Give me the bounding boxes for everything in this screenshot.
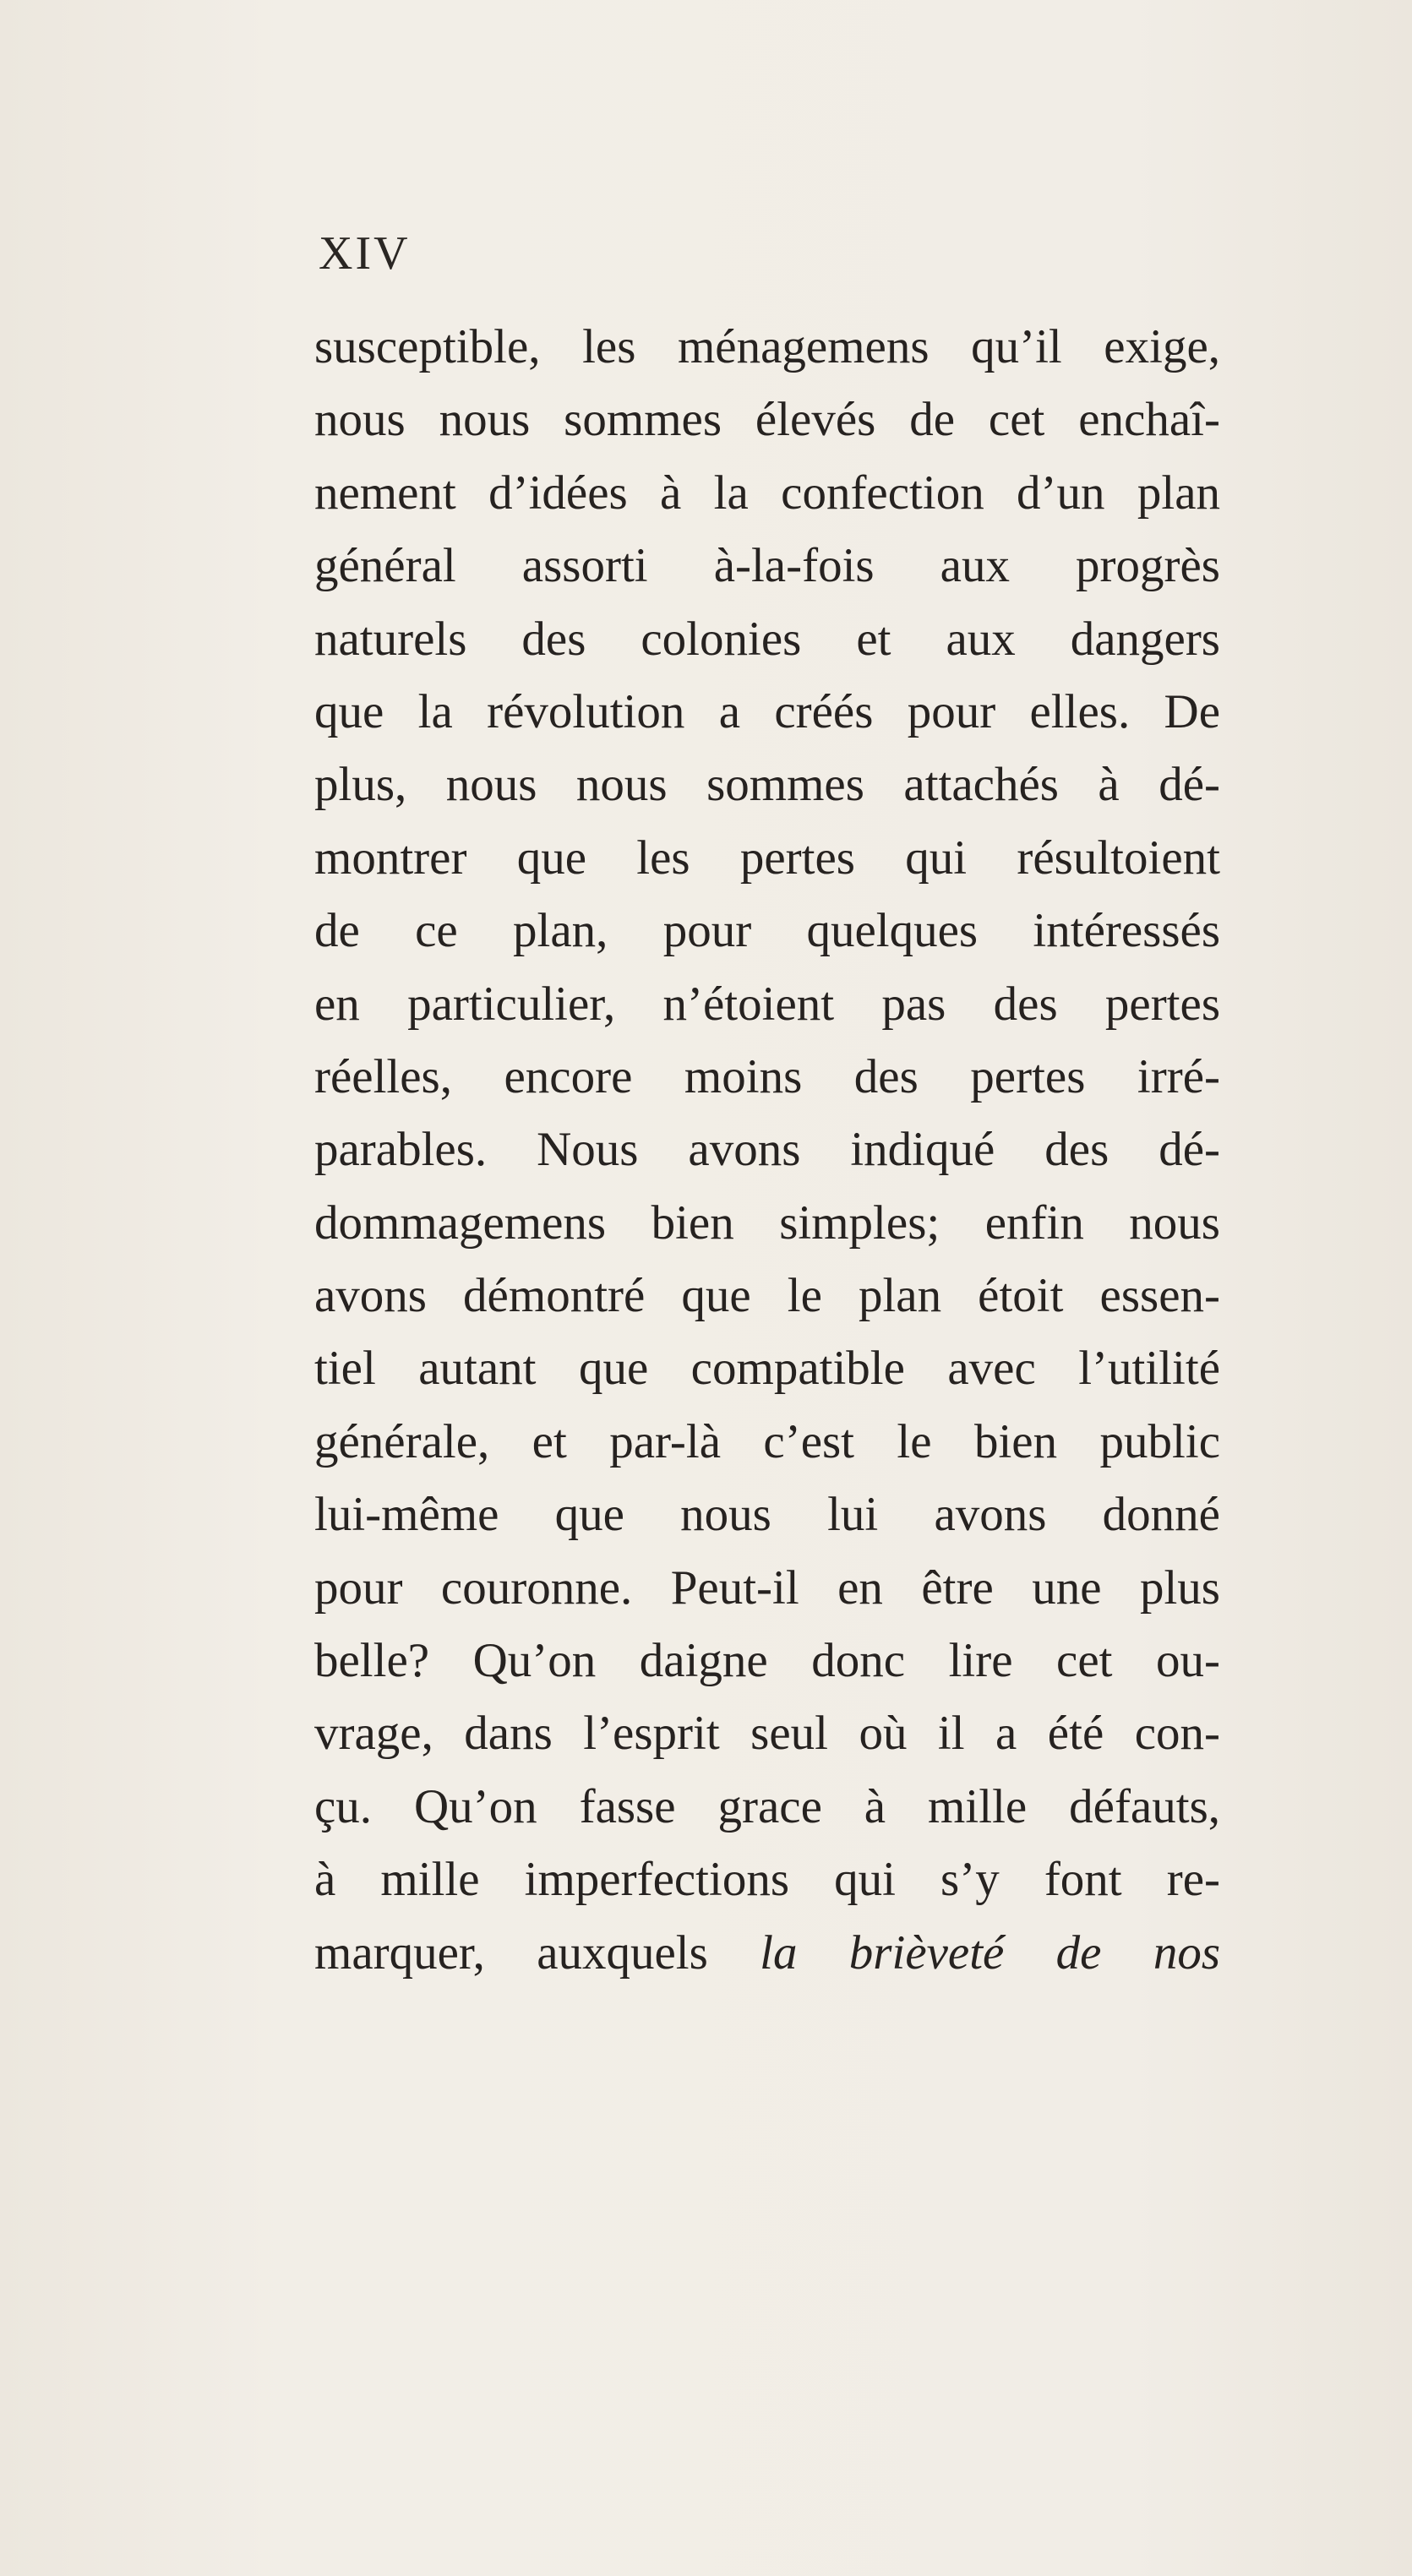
text-line: montrer que les pertes qui résultoient <box>314 831 1220 885</box>
text-line: nement d’idées à la confection d’un plan <box>314 466 1220 520</box>
text-line: en particulier, n’étoient pas des pertes <box>314 977 1220 1031</box>
text-line: que la révolution a créés pour elles. De <box>314 684 1220 738</box>
page-number: XIV <box>319 227 411 280</box>
text-line: vrage, dans l’esprit seul où il a été con- <box>314 1707 1220 1761</box>
text-line-last <box>314 1917 1220 1990</box>
text-line: dommagemens bien simples; enfin nous <box>314 1195 1220 1250</box>
text-line: susceptible, les ménagemens qu’il exige, <box>314 320 1220 373</box>
text-line: plus, nous nous sommes attachés à dé- <box>314 758 1220 812</box>
text-line: lui-même que nous lui avons donné <box>314 1488 1220 1542</box>
text-line: tiel autant que compatible avec l’utilité <box>314 1342 1220 1396</box>
italic-text: la brièveté de nos <box>760 1925 1220 1980</box>
text-line: de ce plan, pour quelques intéressés <box>314 904 1220 958</box>
body-text <box>314 311 1220 1990</box>
text-line: naturels des colonies et aux dangers <box>314 612 1220 666</box>
text-line: réelles, encore moins des pertes irré- <box>314 1049 1220 1103</box>
roman-text: marquer, auxquels <box>314 1925 708 1980</box>
text-line: nous nous sommes élevés de cet enchaî- <box>314 393 1220 447</box>
text-line: général assorti à-la-fois aux progrès <box>314 539 1220 593</box>
text-line: pour couronne. Peut-il en être une plus <box>314 1560 1220 1615</box>
text-line: parables. Nous avons indiqué des dé- <box>314 1123 1220 1177</box>
text-line: à mille imperfections qui s’y font re- <box>314 1853 1220 1907</box>
text-line: avons démontré que le plan étoit essen- <box>314 1269 1220 1323</box>
text-line: çu. Qu’on fasse grace à mille défauts, <box>314 1779 1220 1833</box>
text-line: belle? Qu’on daigne donc lire cet ou- <box>314 1634 1220 1688</box>
text-line: générale, et par-là c’est le bien public <box>314 1414 1220 1468</box>
